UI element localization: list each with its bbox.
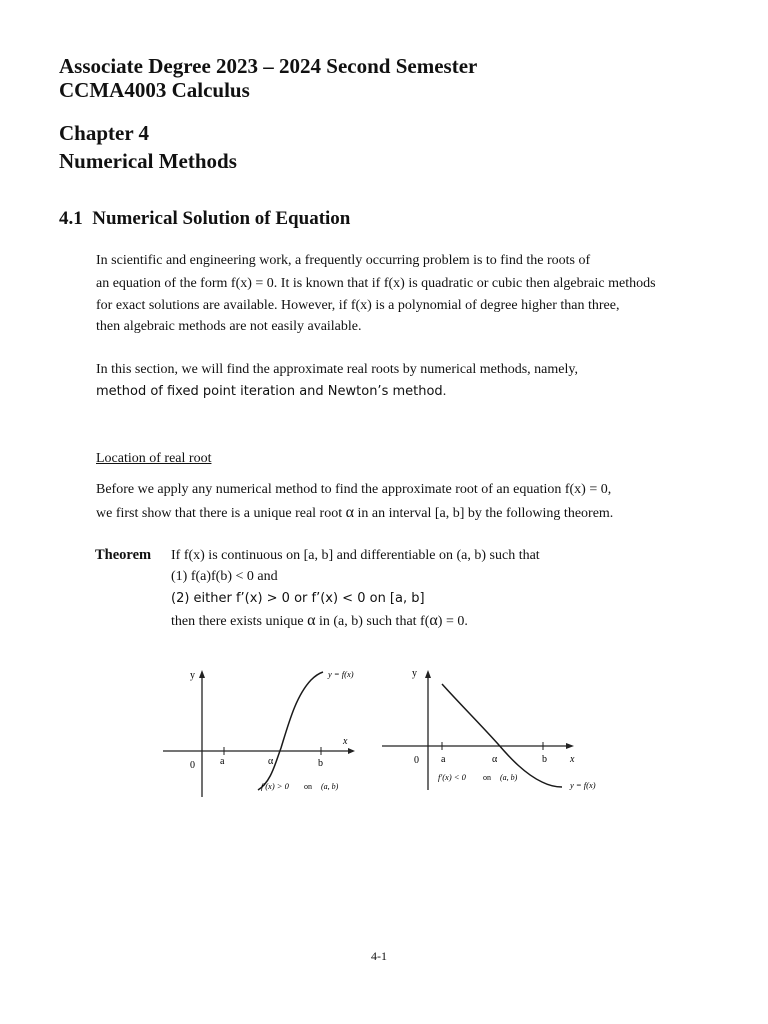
graph-decreasing xyxy=(380,660,610,800)
location-line-1: Before we apply any numerical method to find the approximate root of an equation f(x) = 0, xyxy=(96,482,612,497)
x-label: x xyxy=(343,736,348,747)
origin-label: 0 xyxy=(190,760,195,771)
theorem-condition-2: (2) either f’(x) > 0 or f’(x) < 0 on [a, b] xyxy=(171,591,425,606)
intro-line-3: for exact solutions are available. However, if f(x) is a polynomial of degree higher than three, xyxy=(96,298,620,313)
condition-on: on xyxy=(304,782,312,791)
x-label: x xyxy=(570,754,575,765)
course-header: Associate Degree 2023 – 2024 Second Semester xyxy=(59,54,478,78)
theorem-conclusion xyxy=(171,612,468,630)
conclusion-text-c: ) = 0. xyxy=(437,614,468,629)
location-text-b: in an interval [a, b] by the following theorem. xyxy=(357,506,614,521)
alpha-symbol: α xyxy=(429,612,438,629)
condition-interval: (a, b) xyxy=(500,773,518,782)
y-label: y xyxy=(190,670,195,681)
origin-label: 0 xyxy=(414,755,419,766)
alpha-symbol: α xyxy=(307,612,316,629)
derivative-condition: f′(x) < 0 xyxy=(438,772,466,782)
theorem-label: Theorem xyxy=(95,547,152,563)
b-label: b xyxy=(318,758,323,769)
location-text-a: we first show that there is a unique real root xyxy=(96,506,343,521)
alpha-symbol: α xyxy=(345,504,354,521)
conclusion-text-b: in (a, b) such that f( xyxy=(318,614,430,629)
curve-label: y = f(x) xyxy=(570,780,596,790)
theorem-condition-1: (1) f(a)f(b) < 0 and xyxy=(171,569,278,584)
intro-line-4: then algebraic methods are not easily available. xyxy=(96,319,362,334)
condition-interval: (a, b) xyxy=(321,782,339,791)
location-heading: Location of real root xyxy=(96,451,212,466)
curve-label: y = f(x) xyxy=(328,669,354,679)
methods-period: . xyxy=(442,384,447,399)
intro-line-1: In scientific and engineering work, a frequently occurring problem is to find the roots of xyxy=(96,253,591,268)
conclusion-text-a: then there exists unique xyxy=(171,614,304,629)
graph-increasing xyxy=(163,660,368,800)
condition-on: on xyxy=(483,773,491,782)
chapter-title: Numerical Methods xyxy=(59,149,237,173)
alpha-label: α xyxy=(268,756,274,767)
section-title: Numerical Solution of Equation xyxy=(92,208,351,229)
page-number: 4-1 xyxy=(371,949,387,963)
a-label: a xyxy=(441,754,446,765)
theorem-hypothesis: If f(x) is continuous on [a, b] and differentiable on (a, b) such that xyxy=(171,548,540,563)
course-code: CCMA4003 Calculus xyxy=(59,78,250,102)
graph-background xyxy=(380,660,610,800)
intro-line-2: an equation of the form f(x) = 0. It is known that if f(x) is quadratic or cubic then algebraic methods xyxy=(96,276,656,291)
section-number: 4.1 xyxy=(59,208,83,229)
graph-background xyxy=(163,660,368,800)
derivative-condition: f′(x) > 0 xyxy=(261,781,289,791)
methods-line-2 xyxy=(96,384,446,400)
methods-line-1: In this section, we will find the approximate real roots by numerical methods, namely, xyxy=(96,362,578,377)
chapter-number: Chapter 4 xyxy=(59,121,150,145)
y-label: y xyxy=(412,668,417,679)
alpha-label: α xyxy=(492,754,498,765)
methods-names: method of fixed point iteration and Newton’s method xyxy=(96,384,443,399)
a-label: a xyxy=(220,756,225,767)
b-label: b xyxy=(542,754,547,765)
location-line-2 xyxy=(96,504,613,522)
section-heading xyxy=(59,208,350,230)
